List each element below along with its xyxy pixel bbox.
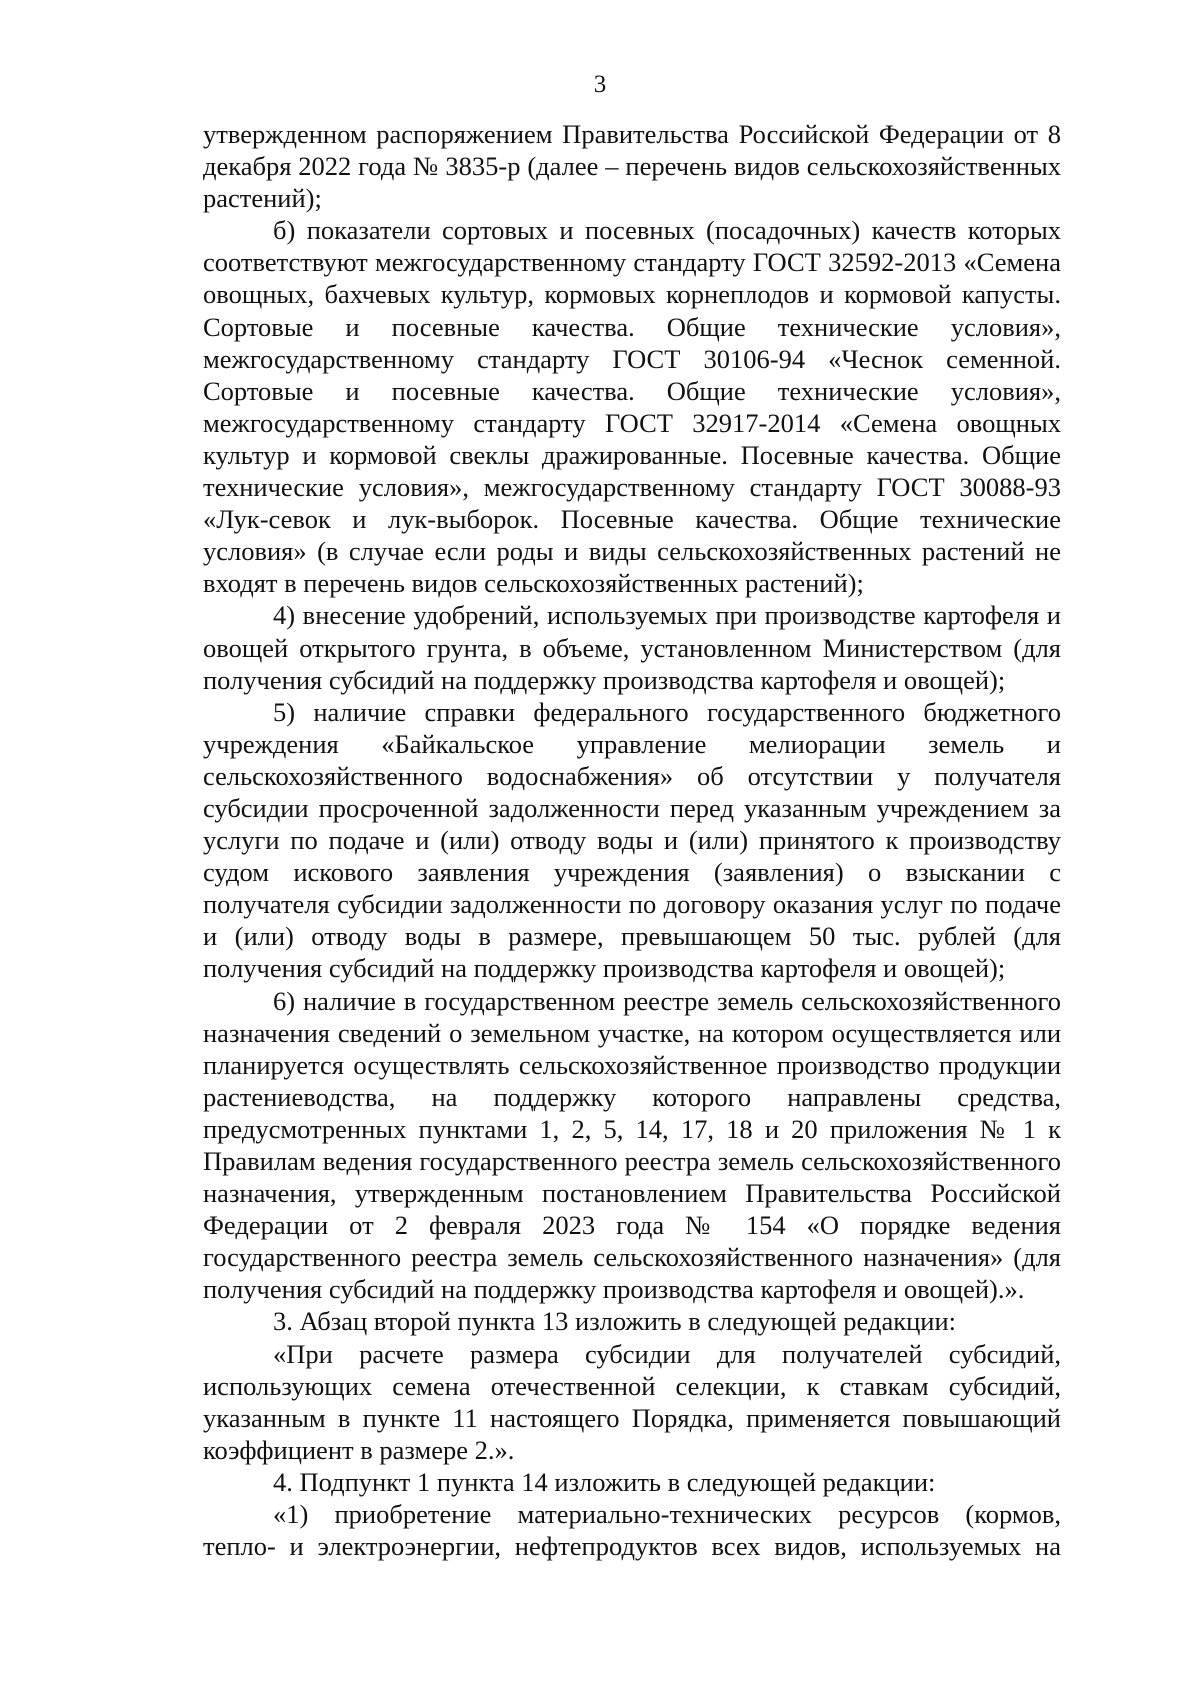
- page-number: 3: [593, 71, 607, 98]
- document-body: [203, 118, 1061, 1562]
- paragraph-point-3: 3. Абзац второй пункта 13 изложить в следующей редакции:: [273, 1306, 956, 1337]
- paragraph-quote-14: «1) приобретение материально-технических ресурсов (кормов, тепло- и электроэнергии, нефтепродуктов всех видов, используемых на: [203, 1499, 1061, 1562]
- paragraph-item-4: 4) внесение удобрений, используемых при производстве картофеля и овощей открытого грунта, в объеме, установленном Министерством (для получения субсидий на поддержку производства картофеля и овощей);: [203, 600, 1061, 695]
- paragraph-quote-13: «При расчете размера субсидии для получателей субсидий, использующих семена отечественной селекции, к ставкам субсидий, указанным в пункте 11 настоящего Порядка, применяется повышающий коэффициент в размере 2.».: [203, 1338, 1061, 1465]
- paragraph-item-6: 6) наличие в государственном реестре земель сельскохозяйственного назначения сведений о земельном участке, на котором осуществляется или планируется осуществлять сельскохозяйственное производство продукции растениеводства, на поддержку которого направлены средства, предусмотренных пунктами 1, 2, 5, 14, 17, 18 и 20 приложения № 1 к Правилам ведения государственного реестра земель сельскохозяйственного назначения, утвержденным постановлением Правительства Российской Федерации от 2 февраля 2023 года № 154 «О порядке ведения государственного реестра земель сельскохозяйственного назначения» (для получения субсидий на поддержку производства картофеля и овощей).».: [203, 985, 1061, 1305]
- paragraph-item-b: б) показатели сортовых и посевных (посадочных) качеств которых соответствуют межгосударственному стандарту ГОСТ 32592-2013 «Семена овощных, бахчевых культур, кормовых корнеплодов и кормовой капусты. Сортовые и посевные качества. Общие технические условия», межгосударственному стандарту ГОСТ 30106-94 «Чеснок семенной. Сортовые и посевные качества. Общие технические условия», межгосударственному стандарту ГОСТ 32917-2014 «Семена овощных культур и кормовой свеклы дражированные. Посевные качества. Общие технические условия», межгосударственному стандарту ГОСТ 30088-93 «Лук-севок и лук-выборок. Посевные качества. Общие технические условия» (в случае если роды и виды сельскохозяйственных растений не входят в перечень видов сельскохозяйственных растений);: [203, 215, 1061, 599]
- paragraph-continuation: утвержденном распоряжением Правительства Российской Федерации от 8 декабря 2022 года № 3835-р (далее – перечень видов сельскохозяйственных растений);: [203, 119, 1061, 214]
- paragraph-point-4: 4. Подпункт 1 пункта 14 изложить в следующей редакции:: [273, 1466, 936, 1497]
- paragraph-item-5: 5) наличие справки федерального государственного бюджетного учреждения «Байкальское управление мелиорации земель и сельскохозяйственного водоснабжения» об отсутствии у получателя субсидии просроченной задолженности перед указанным учреждением за услуги по подаче и (или) отводу воды и (или) принятого к производству судом искового заявления учреждения (заявления) о взыскании с получателя субсидии задолженности по договору оказания услуг по подаче и (или) отводу воды в размере, превышающем 50 тыс. рублей (для получения субсидий на поддержку производства картофеля и овощей);: [203, 696, 1061, 984]
